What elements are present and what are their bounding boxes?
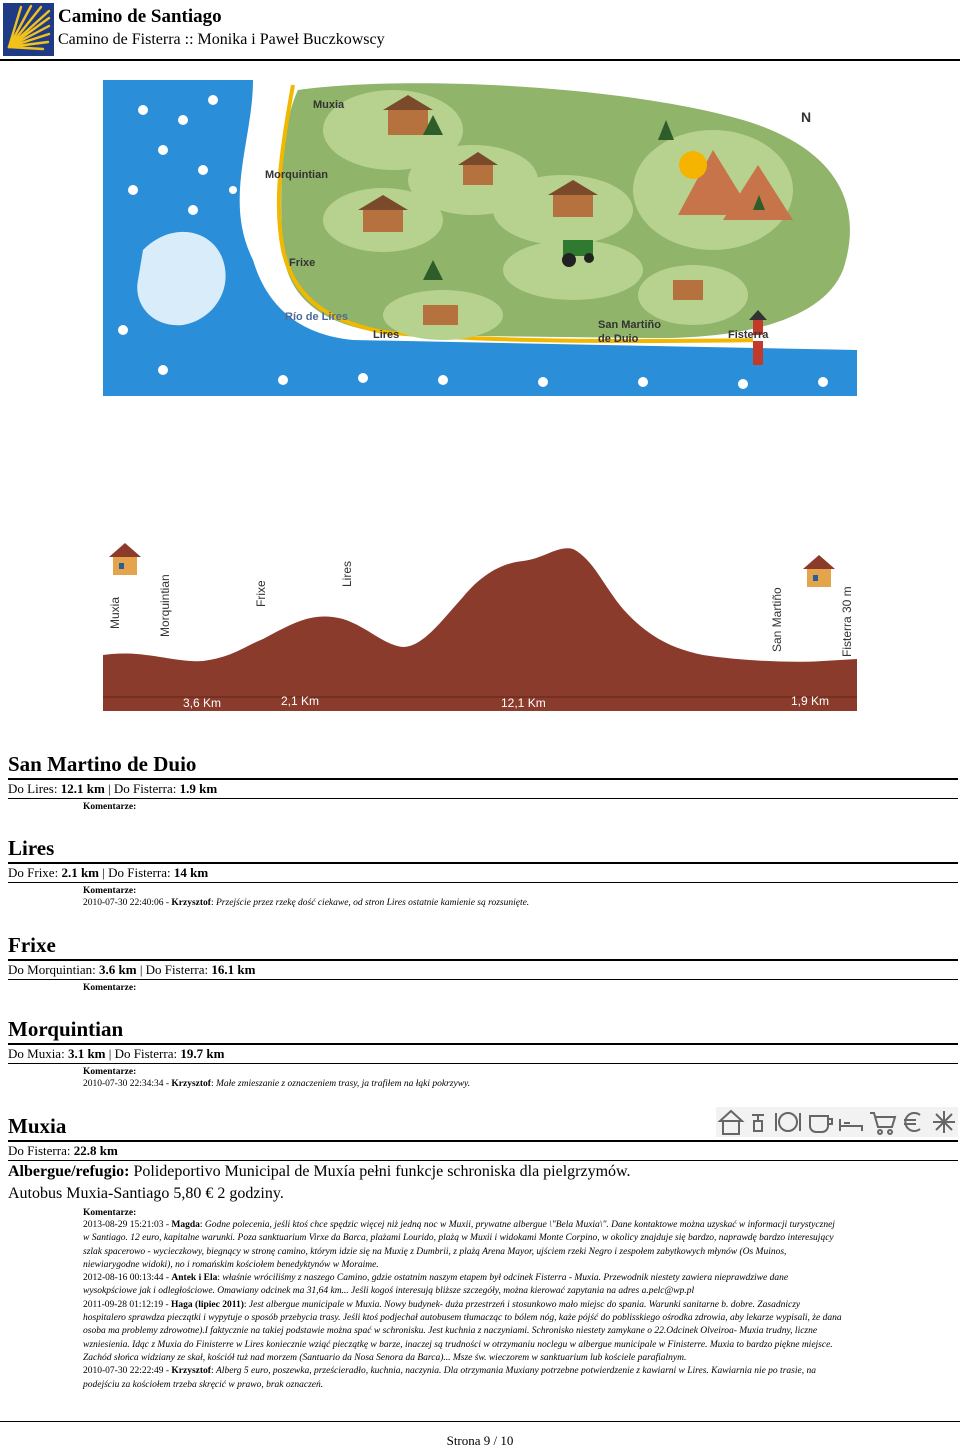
profile-distance-3: 12,1 Km — [501, 696, 546, 710]
profile-label-fisterra: Fisterra 30 m — [840, 586, 854, 657]
stage-distances: Do Lires: 12.1 km | Do Fisterra: 1.9 km — [8, 781, 218, 796]
comments-label: Komentarze: — [83, 886, 137, 896]
route-subtitle: Camino de Fisterra :: Monika i Paweł Buczkowscy — [58, 31, 385, 48]
map-label-frixe: Frixe — [289, 257, 316, 269]
comment-meta: 2011-09-28 01:12:19 - — [83, 1299, 172, 1310]
page-number: Strona 9 / 10 — [446, 1433, 514, 1448]
distance-value: 22.8 km — [73, 1143, 118, 1158]
map-label-de-duio: de Duio — [598, 333, 639, 345]
distance-label: Do Fisterra: — [145, 962, 212, 977]
map-label-rio-de-lires: Río de Lires — [285, 311, 348, 323]
comment-item: 2012-08-16 00:13:44 - Antek i Ela: właśnie wróciliśmy z naszego Camino, gdzie ostatnim naszym etapem był odcinek Fisterra - Muxia. Przewodnik niestety zawiera nieprawdziwe dane wysokpściowe jak i odległościowe. Omawiany odcinek ma 31,64 km... Jeśli kogoś interesują bliższe szczegóły, można kierować zapytania na adres a.pelc@wp.pl — [83, 1273, 789, 1297]
comment-text: Małe zmieszanie z oznaczeniem trasy, ja trafiłem na łąki pokrzywy. — [216, 1079, 471, 1089]
stage-lires — [8, 836, 958, 910]
bus-info: Autobus Muxia-Santiago 5,80 € 2 godziny. — [8, 1185, 284, 1202]
stage-divider — [8, 778, 958, 780]
stage-muxia — [8, 1114, 958, 1392]
stage-morquintian — [8, 1017, 958, 1091]
albergue-text: Polideportivo Municipal de Muxía pełni funkcje schroniska dla pielgrzymów. — [129, 1163, 631, 1180]
comment-meta: 2012-08-16 00:13:44 - — [83, 1273, 172, 1284]
comment-author: Krzysztof — [171, 898, 211, 908]
stage-distances: Do Morquintian: 3.6 km | Do Fisterra: 16.1 km — [8, 962, 256, 977]
albergue-info — [8, 1161, 958, 1183]
distance-label: Do Frixe: — [8, 865, 62, 880]
distance-value: 12.1 km — [60, 781, 105, 796]
comment-item: 2010-07-30 22:34:34 - Krzysztof: Małe zmieszanie z oznaczeniem trasy, ja trafiłem na łąki pokrzywy. — [83, 1079, 471, 1089]
distance-label: Do Fisterra: — [8, 1143, 74, 1158]
footer-divider — [0, 1421, 960, 1422]
comments-label: Komentarze: — [83, 1208, 137, 1218]
distance-value: 14 km — [173, 865, 209, 880]
comment-text: Alberg 5 euro, poszewka, prześcieradło, kuchnia, naczynia. Dla otrzymania Muxiany potrzebne potwierdzenie z kawiarni w Lires. Kawiarnia nie po trasie, na podejściu za kościołem trzeba skręcić w prawo, brak oznaczeń. — [83, 1366, 816, 1390]
comment-text: Przejście przez rzekę dość ciekawe, od stron Lires ostatnie kamienie są rozsunięte. — [216, 898, 530, 908]
profile-distance-1: 3,6 Km — [183, 696, 222, 710]
stage-title: Morquintian — [8, 1017, 124, 1041]
profile-label-frixe: Frixe — [254, 580, 268, 607]
comment-text: Jest albergue municipale w Muxia. Nowy budynek- duża przestrzeń i stosunkowo mało miejsc do spania. Warunki sanitarne b. dobre. Zasadniczy hospitalero sprawdza pieczątki i wypytuje o sposób przebycia trasy. Jeśli ktoś podjechał autobusem tłumacząc to bólem nóg, każe pójść do poblisskiego ośrodka zdrowia, aby lekarze wypisali, że dana osoba ma problemy zdrowotne).I faktycznie na takiej podstawie można spać w schronisku. Jest kuchnia z naczyniami. Schronisko niestety zamykane o 22.Odcinek Olveiroa- Muxia trudny, liczne wzniesienia. Idąc z Muxia do Finisterre w Lires koniecznie wziąć pieczątkę w barze, inaczej są trudności w otrzymaniu noclegu w albergue municipale w Finisterre. Muxia to bardzo piękne miejsce. Zachód słońca widziany ze skał, kościół tuż nad morzem (Santuario da Nosa Senora da Barca)... Msze św. wieczorem w sanktuarium lub kościele parafialnym. — [83, 1299, 842, 1363]
comment-text: właśnie wróciliśmy z naszego Camino, gdzie ostatnim naszym etapem był odcinek Fisterra - Muxia. Przewodnik niestety zawiera nieprawdziwe dane wysokpściowe jak i odległościowe. Omawiany odcinek ma 31,64 km... Jeśli kogoś interesują bliższe szczegóły, można kierować zapytania na adres a.pelc@wp.pl — [83, 1273, 789, 1297]
stage-divider — [8, 862, 958, 864]
comment-author: Haga (lipiec 2011) — [171, 1299, 244, 1310]
profile-distance-4: 1,9 Km — [791, 694, 830, 708]
header-divider — [0, 59, 960, 61]
distance-value: 3.6 km — [99, 962, 137, 977]
scallop-shell-logo-icon — [3, 3, 54, 56]
route-map-illustration — [103, 80, 857, 396]
stage-title: Frixe — [8, 933, 56, 957]
map-label-fisterra: Fisterra — [728, 329, 769, 341]
comment-author: Krzysztof — [171, 1079, 211, 1089]
comment-author: Magda — [171, 1220, 200, 1230]
distance-label: Do Lires: — [8, 781, 61, 796]
comment-meta: 2010-07-30 22:34:34 - — [83, 1079, 172, 1089]
map-north-label: N — [801, 109, 812, 125]
stage-distances — [8, 1143, 958, 1159]
distance-value: 1.9 km — [179, 781, 218, 796]
distance-label: Do Morquintian: — [8, 962, 99, 977]
map-label-lires: Lires — [373, 329, 400, 341]
stage-title: San Martino de Duio — [8, 752, 197, 776]
comment-text: Godne polecenia, jeśli ktoś chce spędzic więcej niż jedną noc w Muxii, prywatne albergue \"Bela Muxia\". Dane kontaktowe można uzyskać w informacji turystycznej w Santiago. 12 euro, kapitalne warunki. Poza sanktuarium Virxe da Barca, plażami Lourido, plażą w Muxii i widokami Monte Corpino, w okolicy znajduje się bardzo, naprawdę bardzo interesujący szlak spacerowo - wycieczkowy, biegnący w stronę camino, którym idzie się na Muxię z Dumbrii, z plażą Arena Mayor, ujściem rzeki Negro i zespołem zabytkowych młynów (Os Muinos, niewiarygodne widoki), no i romańskim kościołem benedyktynów w Moraime. — [83, 1220, 835, 1270]
comments-label: Komentarze: — [83, 1067, 137, 1077]
distance-divider — [8, 882, 958, 883]
stage-distances: Do Muxia: 3.1 km | Do Fisterra: 19.7 km — [8, 1046, 225, 1061]
distance-value: 19.7 km — [180, 1046, 225, 1061]
distance-value: 3.1 km — [67, 1046, 106, 1061]
comment-item: 2011-09-28 01:12:19 - Haga (lipiec 2011): Jest albergue municipale w Muxia. Nowy budynek- duża przestrzeń i stosunkowo mało miejsc do spania. Warunki sanitarne b. dobre. Zasadniczy hospitalero sprawdza pieczątki i wypytuje o sposób przebycia trasy. Jeśli ktoś podjechał autobusem tłumacząc to bólem nóg, każe pójść do poblisskiego ośrodka zdrowia, aby lekarze wypisali, że dana osoba ma problemy zdrowotne).I faktycznie na takiej podstawie można spać w schronisku. Jest kuchnia z naczyniami. Schronisko niestety zamykane o 22.Odcinek Olveiroa- Muxia trudny, liczne wzniesienia. Idąc z Muxia do Finisterre w Lires koniecznie wziąć pieczątkę w barze, inaczej są trudności w otrzymaniu noclegu w albergue municipale w Finisterre. Muxia to bardzo piękne miejsce. Zachód słońca widziany ze skał, kościół tuż nad morzem (Santuario da Nosa Senora da Barca)... Msze św. wieczorem w sanktuarium lub kościele parafialnym. — [83, 1299, 842, 1363]
stage-divider — [8, 1140, 958, 1142]
profile-label-morquintian: Morquintian — [158, 574, 172, 637]
comment-item: 2010-07-30 22:40:06 - Krzysztof: Przejście przez rzekę dość ciekawe, od stron Lires ostatnie kamienie są rozsunięte. — [83, 898, 530, 908]
profile-label-lires: Lires — [340, 560, 354, 587]
distance-divider — [8, 979, 958, 980]
profile-label-muxia: Muxia — [108, 596, 122, 629]
distance-divider — [8, 798, 958, 799]
map-label-morquintian: Morquintian — [265, 169, 328, 181]
comment-author: Krzysztof — [171, 1366, 211, 1377]
comment-meta: 2010-07-30 22:40:06 - — [83, 898, 172, 908]
distance-label: Do Fisterra: — [113, 781, 180, 796]
site-title: Camino de Santiago — [58, 6, 222, 27]
stage-divider — [8, 1043, 958, 1045]
comment-meta: 2010-07-30 22:22:49 - — [83, 1366, 172, 1377]
stage-title: Lires — [8, 836, 55, 860]
elevation-profile-chart — [103, 537, 857, 711]
profile-label-san-martino: San Martiño — [770, 587, 784, 652]
map-label-san-martino: San Martiño — [598, 319, 661, 331]
distance-divider — [8, 1063, 958, 1064]
map-label-muxia: Muxia — [313, 99, 345, 111]
distance-value: 2.1 km — [61, 865, 100, 880]
stage-divider — [8, 959, 958, 961]
stage-distances: Do Frixe: 2.1 km | Do Fisterra: 14 km — [8, 865, 209, 880]
comment-author: Antek i Ela — [171, 1273, 218, 1284]
stage-frixe — [8, 933, 958, 994]
profile-distance-2: 2,1 Km — [281, 694, 320, 708]
distance-label: Do Muxia: — [8, 1046, 68, 1061]
page-header — [0, 0, 960, 62]
comment-item: 2010-07-30 22:22:49 - Krzysztof: Alberg 5 euro, poszewka, prześcieradło, kuchnia, naczynia. Dla otrzymania Muxiany potrzebne potwierdzenie z kawiarni w Lires. Kawiarnia nie po trasie, na podejściu za kościołem trzeba skręcić w prawo, brak oznaczeń. — [83, 1366, 816, 1390]
distance-value: 16.1 km — [211, 962, 256, 977]
albergue-label: Albergue/refugio: — [8, 1163, 130, 1180]
distance-label: Do Fisterra: — [114, 1046, 181, 1061]
comments-label: Komentarze: — [83, 983, 137, 993]
comment-meta: 2013-08-29 15:21:03 - — [83, 1220, 172, 1230]
stage-san-martino — [8, 752, 958, 813]
comment-item: 2013-08-29 15:21:03 - Magda: Godne polecenia, jeśli ktoś chce spędzic więcej niż jedną noc w Muxii, prywatne albergue \"Bela Muxia\". Dane kontaktowe można uzyskać w informacji turystycznej w Santiago. 12 euro, kapitalne warunki. Poza sanktuarium Virxe da Barca, plażami Lourido, plażą w Muxii i widokami Monte Corpino, w okolicy znajduje się bardzo, naprawdę bardzo interesujący szlak spacerowo - wycieczkowy, biegnący w stronę camino, którym idzie się na Muxię z Dumbrii, z plażą Arena Mayor, ujściem rzeki Negro i zespołem zabytkowych młynów (Os Muinos, niewiarygodne widoki), no i romańskim kościołem benedyktynów w Moraime. — [83, 1220, 835, 1270]
stage-title: Muxia — [8, 1114, 67, 1138]
comments-label: Komentarze: — [83, 802, 137, 812]
distance-label: Do Fisterra: — [108, 865, 174, 880]
